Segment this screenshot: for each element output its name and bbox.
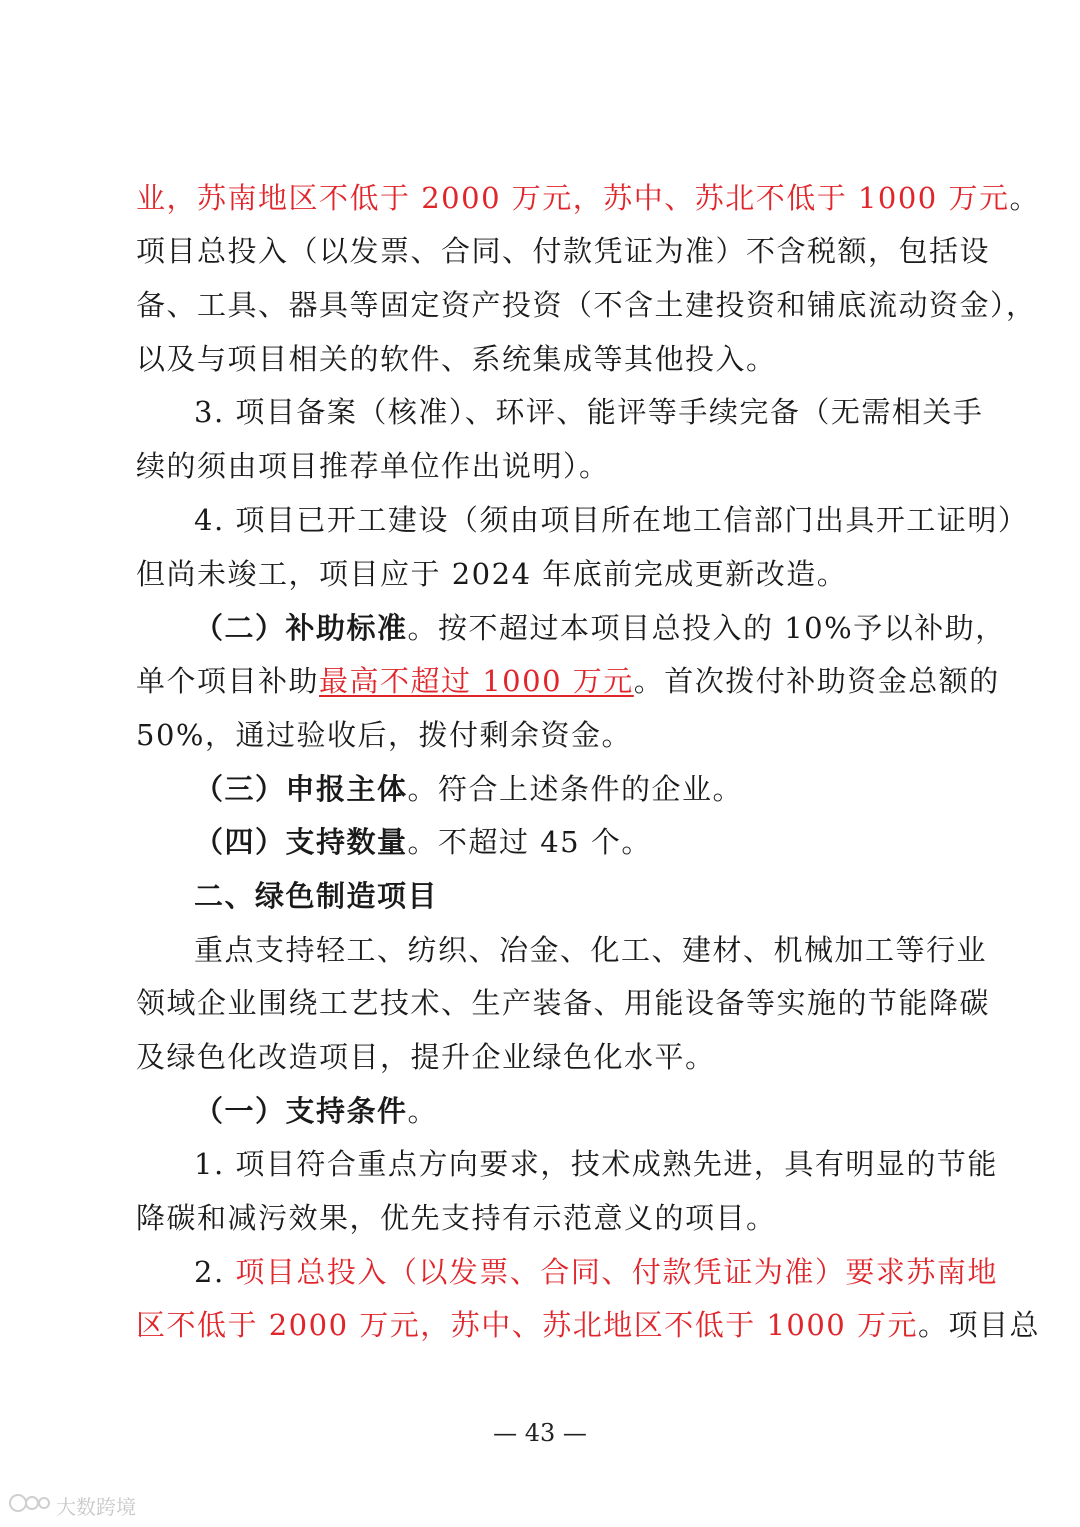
text-line	[194, 1144, 998, 1184]
watermark-text: 大数跨境	[56, 1494, 136, 1519]
section-heading: （四）支持数量	[194, 825, 408, 859]
text-run: 但尚未竣工，项目应于 2024 年底前完成更新改造。	[136, 557, 848, 591]
text-run: 50%，通过验收后，拨付剩余资金。	[136, 718, 632, 752]
text-run: 单个项目补助	[136, 664, 320, 698]
text-line	[136, 983, 991, 1023]
text-run: 以及与项目相关的软件、系统集成等其他投入。	[136, 342, 777, 376]
text-run: 。首次拨付补助资金总额的	[633, 664, 1000, 698]
chapter-heading: 二、绿色制造项目	[194, 879, 439, 913]
text-line	[136, 339, 951, 379]
text-line	[136, 1305, 1040, 1345]
text-run: 。	[1009, 181, 1040, 215]
text-run: 项目总投入（以发票、合同、付款凭证为准）不含税额，包括设	[136, 234, 991, 268]
highlighted-text: 业，苏南地区不低于 2000 万元，苏中、苏北不低于 1000 万元	[136, 181, 1010, 215]
text-line	[136, 661, 1000, 701]
text-run: 3. 项目备案（核准）、环评、能评等手续完备（无需相关手	[194, 395, 984, 429]
text-run: 重点支持轻工、纺织、冶金、化工、建材、机械加工等行业	[194, 933, 988, 967]
text-line	[136, 446, 951, 486]
text-run: 备、工具、器具等固定资产投资（不含土建投资和铺底流动资金），	[136, 288, 1037, 322]
text-line	[194, 1252, 998, 1292]
text-run: 。	[407, 1094, 439, 1128]
text-line	[136, 285, 1037, 325]
text-line	[194, 769, 951, 809]
highlighted-text: 项目总投入（以发票、合同、付款凭证为准）要求苏南地	[235, 1255, 998, 1289]
text-run: 。按不超过本项目总投入的 10%予以补助，	[407, 611, 1006, 645]
page-number: — 43 —	[493, 1419, 587, 1447]
text-line	[136, 178, 1040, 218]
text-line	[194, 1091, 951, 1131]
section-heading: （三）申报主体	[194, 772, 408, 806]
text-line	[194, 876, 951, 916]
text-run: 2.	[194, 1255, 236, 1289]
text-line	[194, 500, 1029, 540]
text-run: 。项目总	[917, 1308, 1040, 1342]
text-line	[136, 231, 991, 271]
section-heading: （二）补助标准	[194, 611, 408, 645]
section-heading: （一）支持条件	[194, 1094, 408, 1128]
text-run: 1. 项目符合重点方向要求，技术成熟先进，具有明显的节能	[194, 1147, 998, 1181]
text-line	[194, 392, 984, 432]
highlighted-text: 区不低于 2000 万元，苏中、苏北地区不低于 1000 万元	[136, 1308, 918, 1342]
text-run: 降碳和减污效果，优先支持有示范意义的项目。	[136, 1201, 777, 1235]
text-run: 及绿色化改造项目，提升企业绿色化水平。	[136, 1040, 716, 1074]
text-run: 。符合上述条件的企业。	[407, 772, 744, 806]
text-line	[136, 1198, 951, 1238]
highlighted-text: 最高不超过 1000 万元	[319, 664, 634, 698]
text-line	[136, 715, 951, 755]
text-run: 领域企业围绕工艺技术、生产装备、用能设备等实施的节能降碳	[136, 986, 991, 1020]
text-line	[136, 1037, 951, 1077]
text-run: 4. 项目已开工建设（须由项目所在地工信部门出具开工证明）	[194, 503, 1029, 537]
watermark	[8, 1490, 136, 1520]
watermark-logo-icon	[8, 1491, 52, 1520]
text-line	[194, 930, 988, 970]
text-run: 。不超过 45 个。	[407, 825, 652, 859]
text-line	[194, 822, 951, 862]
text-line	[136, 554, 951, 594]
text-run: 续的须由项目推荐单位作出说明）。	[136, 449, 610, 483]
text-line	[194, 608, 1006, 648]
